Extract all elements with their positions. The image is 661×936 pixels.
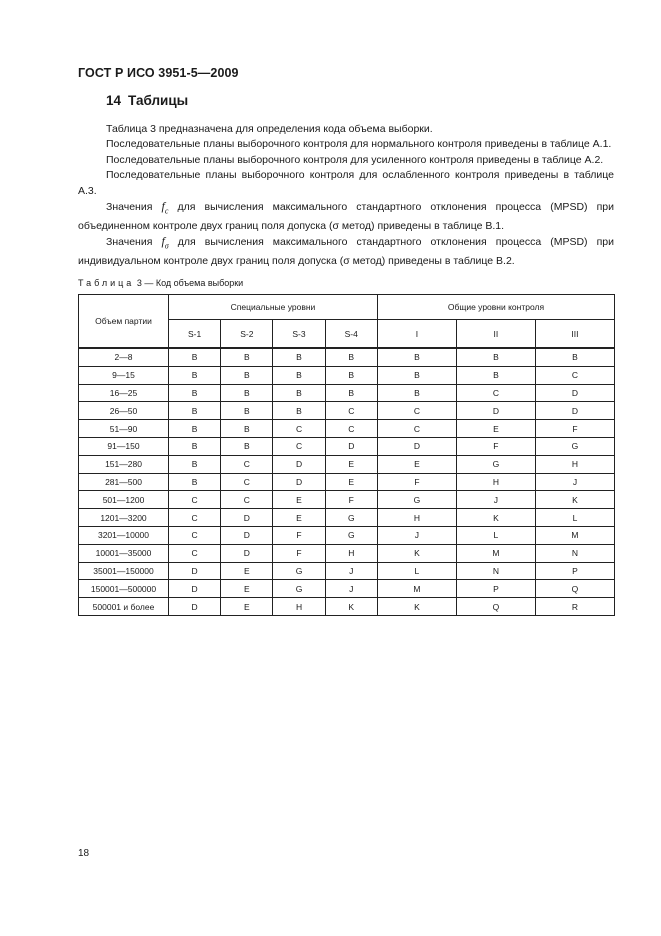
code-letter-cell: Q — [456, 598, 535, 616]
lot-size-cell: 16—25 — [79, 384, 169, 402]
table-caption-number: 3 — [136, 278, 142, 288]
code-letter-cell: C — [221, 473, 273, 491]
formula-symbol: $f_c$ — [161, 199, 169, 216]
code-letter-cell: M — [456, 544, 535, 562]
level-header: S-4 — [325, 320, 377, 349]
table-body — [79, 348, 615, 615]
section-number: 14 — [106, 93, 122, 108]
code-letter-cell: J — [535, 473, 614, 491]
paragraph-lead: Значения — [106, 201, 153, 214]
code-letter-cell: F — [456, 437, 535, 455]
code-letter-cell: D — [169, 598, 221, 616]
code-letter-cell: D — [273, 455, 325, 473]
code-letter-cell: E — [325, 473, 377, 491]
paragraph-rest: для вычисления максимального стандартного отклонения процесса (MPSD) при индивидуальном контроле двух границ поля допуска (σ метод) приведены в таблице В.2. — [78, 236, 614, 268]
code-letter-cell: B — [221, 420, 273, 438]
paragraph — [78, 234, 614, 269]
code-letter-cell: G — [325, 509, 377, 527]
formula-symbol: $f_\sigma$ — [161, 234, 169, 251]
code-letter-cell: D — [273, 473, 325, 491]
general-levels-header: Общие уровни контроля — [377, 295, 614, 320]
lot-size-cell: 150001—500000 — [79, 580, 169, 598]
code-letter-cell: B — [169, 437, 221, 455]
code-letter-cell: E — [325, 455, 377, 473]
code-letter-cell: C — [221, 455, 273, 473]
code-letter-cell: B — [169, 402, 221, 420]
code-letter-cell: H — [377, 509, 456, 527]
table-row — [79, 437, 615, 455]
code-letter-cell: C — [169, 509, 221, 527]
code-letter-cell: C — [273, 437, 325, 455]
code-letter-cell: F — [325, 491, 377, 509]
lot-size-cell: 2—8 — [79, 348, 169, 366]
section-title — [106, 93, 188, 108]
lot-size-cell: 26—50 — [79, 402, 169, 420]
code-letter-cell: B — [221, 402, 273, 420]
code-letter-cell: E — [273, 491, 325, 509]
table-row — [79, 402, 615, 420]
table-row — [79, 491, 615, 509]
code-letter-cell: C — [377, 420, 456, 438]
level-header: S-1 — [169, 320, 221, 349]
code-letter-cell: D — [221, 509, 273, 527]
code-letter-cell: B — [221, 437, 273, 455]
code-letter-cell: B — [325, 366, 377, 384]
code-letter-cell: B — [377, 384, 456, 402]
lot-size-cell: 501—1200 — [79, 491, 169, 509]
paragraph-rest: для вычисления максимального стандартного отклонения процесса (MPSD) при объединенном контроле двух границ поля допуска (σ метод) приведены в таблице В.1. — [78, 201, 614, 232]
code-letter-cell: B — [535, 348, 614, 366]
paragraph: Таблица 3 предназначена для определения кода объема выборки. — [106, 123, 433, 135]
code-letter-cell: M — [535, 526, 614, 544]
code-letter-cell: F — [535, 420, 614, 438]
code-letter-cell: D — [169, 562, 221, 580]
code-letter-cell: H — [325, 544, 377, 562]
code-letter-cell: B — [377, 366, 456, 384]
code-letter-cell: B — [169, 348, 221, 366]
code-letter-cell: E — [377, 455, 456, 473]
lot-size-cell: 1201—3200 — [79, 509, 169, 527]
table-caption-label: Таблица — [78, 278, 135, 288]
code-letter-cell: B — [221, 384, 273, 402]
code-letter-cell: C — [456, 384, 535, 402]
code-letter-cell: E — [221, 598, 273, 616]
code-letter-cell: Q — [535, 580, 614, 598]
level-header: III — [535, 320, 614, 349]
paragraph — [78, 199, 614, 234]
code-letter-cell: C — [377, 402, 456, 420]
lot-size-cell: 281—500 — [79, 473, 169, 491]
code-letter-cell: C — [169, 526, 221, 544]
code-letter-cell: B — [169, 455, 221, 473]
code-letter-cell: H — [456, 473, 535, 491]
code-letter-cell: C — [273, 420, 325, 438]
code-letter-cell: B — [169, 473, 221, 491]
code-letter-cell: D — [377, 437, 456, 455]
code-letter-cell: B — [273, 402, 325, 420]
code-letter-cell: C — [325, 402, 377, 420]
page-number: 18 — [78, 848, 90, 859]
code-letter-cell: K — [325, 598, 377, 616]
level-header: S-2 — [221, 320, 273, 349]
code-letter-cell: D — [535, 402, 614, 420]
code-letter-cell: G — [377, 491, 456, 509]
code-letter-cell: G — [325, 526, 377, 544]
level-header: S-3 — [273, 320, 325, 349]
code-letter-cell: B — [325, 348, 377, 366]
code-letter-cell: G — [273, 580, 325, 598]
level-header: II — [456, 320, 535, 349]
code-letter-cell: K — [535, 491, 614, 509]
table-row — [79, 544, 615, 562]
code-letter-cell: E — [221, 562, 273, 580]
section-title-text: Таблицы — [128, 93, 189, 108]
table-caption — [78, 278, 243, 288]
code-letter-cell: K — [456, 509, 535, 527]
code-letter-cell: J — [325, 562, 377, 580]
code-letter-cell: J — [325, 580, 377, 598]
table-row — [79, 366, 615, 384]
code-letter-cell: B — [273, 366, 325, 384]
code-letter-cell: G — [456, 455, 535, 473]
lot-size-cell: 9—15 — [79, 366, 169, 384]
paragraph: Последовательные планы выборочного контроля для нормального контроля приведены в таблице А.1. — [106, 138, 612, 151]
document-header: ГОСТ Р ИСО 3951-5—2009 — [78, 66, 239, 80]
code-letter-cell: N — [535, 544, 614, 562]
code-letter-cell: B — [273, 384, 325, 402]
code-letter-cell: E — [456, 420, 535, 438]
lot-size-cell: 91—150 — [79, 437, 169, 455]
table-row — [79, 580, 615, 598]
code-letter-cell: F — [273, 526, 325, 544]
table-row — [79, 348, 615, 366]
code-letter-cell: D — [169, 580, 221, 598]
code-letter-cell: P — [535, 562, 614, 580]
lot-size-cell: 35001—150000 — [79, 562, 169, 580]
code-letter-cell: J — [377, 526, 456, 544]
code-letter-cell: E — [221, 580, 273, 598]
lot-size-cell: 3201—10000 — [79, 526, 169, 544]
sample-size-code-table — [78, 294, 615, 616]
lot-size-cell: 51—90 — [79, 420, 169, 438]
code-letter-cell: C — [221, 491, 273, 509]
lot-size-header: Объем партии — [79, 295, 169, 349]
code-letter-cell: H — [273, 598, 325, 616]
table-row — [79, 526, 615, 544]
code-letter-cell: F — [273, 544, 325, 562]
code-letter-cell: B — [221, 348, 273, 366]
lot-size-cell: 500001 и более — [79, 598, 169, 616]
code-letter-cell: G — [535, 437, 614, 455]
code-letter-cell: B — [456, 366, 535, 384]
code-letter-cell: G — [273, 562, 325, 580]
code-letter-cell: P — [456, 580, 535, 598]
level-header: I — [377, 320, 456, 349]
code-letter-cell: F — [377, 473, 456, 491]
paragraph: Последовательные планы выборочного контроля для ослабленного контроля приведены в таблице А.3. — [78, 169, 614, 197]
lot-size-cell: 10001—35000 — [79, 544, 169, 562]
code-letter-cell: R — [535, 598, 614, 616]
code-letter-cell: N — [456, 562, 535, 580]
code-letter-cell: B — [273, 348, 325, 366]
code-letter-cell: D — [221, 526, 273, 544]
code-letter-cell: L — [456, 526, 535, 544]
table-row — [79, 562, 615, 580]
code-letter-cell: L — [377, 562, 456, 580]
code-letter-cell: C — [535, 366, 614, 384]
code-letter-cell: J — [456, 491, 535, 509]
code-letter-cell: L — [535, 509, 614, 527]
code-letter-cell: K — [377, 598, 456, 616]
code-letter-cell: E — [273, 509, 325, 527]
table-row — [79, 384, 615, 402]
code-letter-cell: D — [535, 384, 614, 402]
code-letter-cell: B — [377, 348, 456, 366]
paragraph-lead: Значения — [106, 236, 153, 249]
code-letter-cell: K — [377, 544, 456, 562]
code-letter-cell: C — [169, 491, 221, 509]
paragraph: Последовательные планы выборочного контроля для усиленного контроля приведены в таблице А.2. — [106, 153, 604, 166]
table-row — [79, 509, 615, 527]
code-letter-cell: H — [535, 455, 614, 473]
code-letter-cell: C — [169, 544, 221, 562]
table-row — [79, 420, 615, 438]
code-letter-cell: B — [325, 384, 377, 402]
code-letter-cell: B — [221, 366, 273, 384]
code-letter-cell: D — [221, 544, 273, 562]
body-text — [78, 122, 614, 269]
table-row — [79, 473, 615, 491]
code-letter-cell: C — [325, 420, 377, 438]
code-letter-cell: D — [456, 402, 535, 420]
code-letter-cell: B — [169, 366, 221, 384]
special-levels-header: Специальные уровни — [169, 295, 378, 320]
table-caption-text: — Код объема выборки — [144, 278, 244, 288]
code-letter-cell: M — [377, 580, 456, 598]
lot-size-cell: 151—280 — [79, 455, 169, 473]
table-row — [79, 455, 615, 473]
table-row — [79, 598, 615, 616]
code-letter-cell: D — [325, 437, 377, 455]
code-letter-cell: B — [169, 420, 221, 438]
code-letter-cell: B — [456, 348, 535, 366]
code-letter-cell: B — [169, 384, 221, 402]
